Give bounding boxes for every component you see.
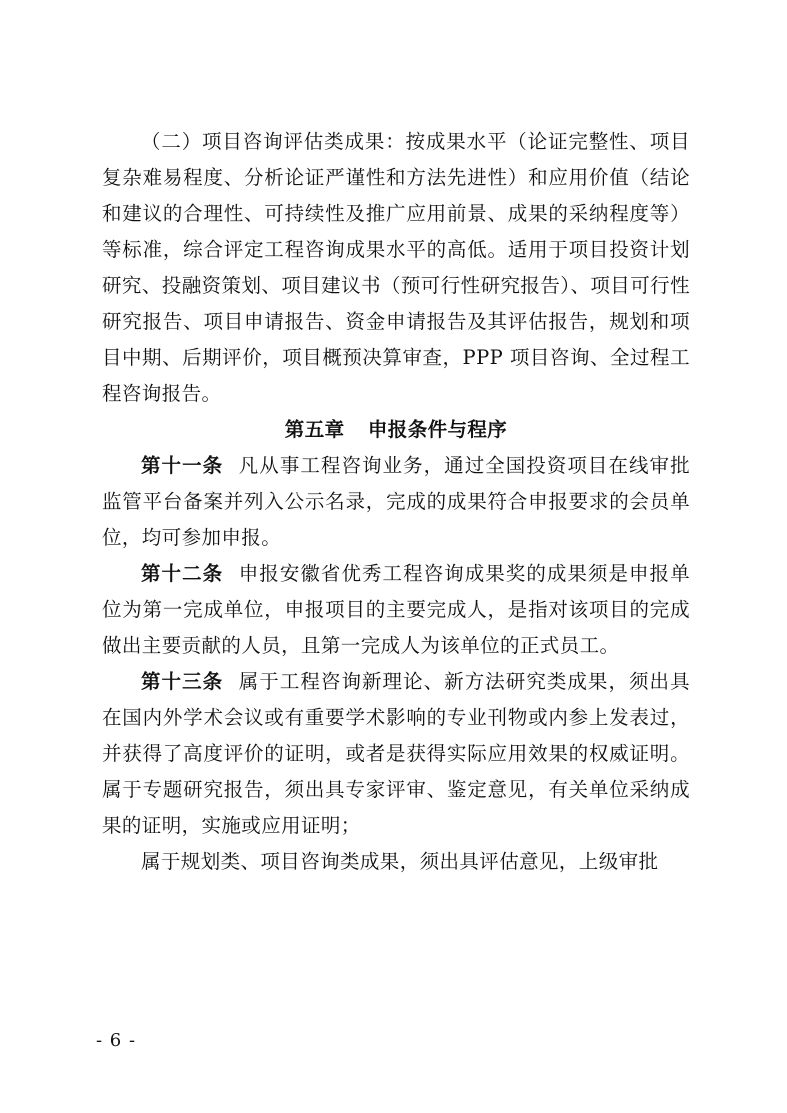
paragraph-consulting-evaluation: （二）项目咨询评估类成果：按成果水平（论证完整性、项目复杂难易程度、分析论证严谨性和方法先进性）和应用价值（结论和建议的合理性、可持续性及推广应用前景、成果的采纳程度等）等标准，综合评定工程咨询成果水平的高低。适用于项目投资计划研究、投融资策划、项目建议书（预可行性研究报告）、项目可行性研究报告、项目申请报告、资金申请报告及其评估报告，规划和项目中期、后期评价，项目概预决算审查，PPP 项目咨询、全过程工程咨询报告。 bbox=[102, 130, 690, 405]
article-12 bbox=[102, 556, 690, 664]
page-number: - 6 - bbox=[96, 1030, 137, 1051]
article-11 bbox=[102, 448, 690, 556]
paragraph-continuation: 属于规划类、项目咨询类成果，须出具评估意见，上级审批 bbox=[141, 850, 659, 873]
article-13-text: 属于工程咨询新理论、新方法研究类成果，须出具在国内外学术会议或有重要学术影响的专业刊物或内参上发表过，并获得了高度评价的证明，或者是获得实际应用效果的权威证明。属于专题研究报告，须出具专家评审、鉴定意见，有关单位采纳成果的证明，实施或应用证明； bbox=[102, 670, 690, 837]
chapter-number: 第五章 bbox=[284, 418, 345, 441]
article-11-heading: 第十一条 bbox=[141, 454, 224, 477]
article-12-heading: 第十二条 bbox=[141, 562, 224, 585]
article-13 bbox=[102, 664, 690, 844]
chapter-title: 申报条件与程序 bbox=[367, 418, 508, 441]
article-11-text: 凡从事工程咨询业务，通过全国投资项目在线审批监管平台备案并列入公示名录，完成的成果符合申报要求的会员单位，均可参加申报。 bbox=[102, 454, 690, 549]
article-12-text: 申报安徽省优秀工程咨询成果奖的成果须是申报单位为第一完成单位，申报项目的主要完成人，是指对该项目的完成做出主要贡献的人员，且第一完成人为该单位的正式员工。 bbox=[102, 562, 690, 657]
chapter-heading bbox=[102, 412, 690, 448]
document-body bbox=[102, 124, 690, 880]
article-13-heading: 第十三条 bbox=[141, 670, 224, 693]
